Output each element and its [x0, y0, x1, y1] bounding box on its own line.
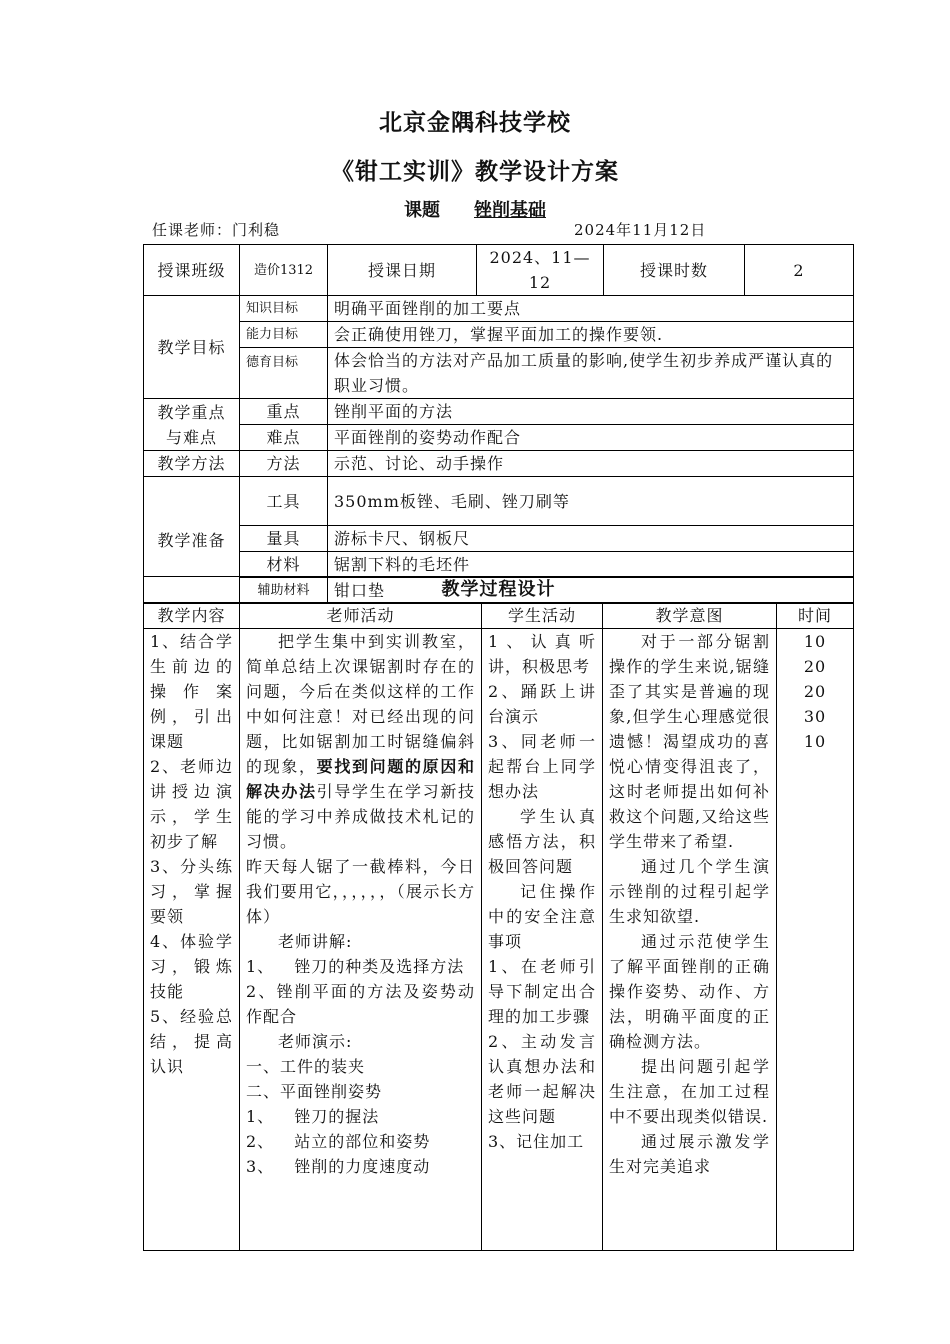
key-value: 锉削平面的方法 — [328, 399, 854, 425]
prep-label: 教学准备 — [144, 477, 240, 604]
topic-value: 锉削基础 — [474, 200, 546, 221]
student-item: 记住操作中的安全注意事项 — [488, 882, 596, 951]
teacher-list-item: 2、锉削平面的方法及姿势动作配合 — [246, 982, 475, 1026]
content-cell — [144, 629, 240, 1251]
knowledge-value: 明确平面锉削的加工要点 — [328, 296, 854, 322]
content-item: 5、经验总结，提高认识 — [150, 1007, 233, 1076]
header-intent: 教学意图 — [603, 603, 777, 629]
keypoints-label — [144, 399, 240, 451]
hours-label: 授课时数 — [604, 245, 745, 296]
teacher-list-item: 一、工件的装夹 — [246, 1057, 366, 1076]
content-item: 3、分头练习，掌握要领 — [150, 857, 233, 926]
keypoints-label-line1: 教学重点 — [157, 402, 226, 422]
teacher-cell — [240, 629, 482, 1251]
intent-item: 通过展示激发学生对完美追求 — [609, 1132, 770, 1176]
keypoints-label-line2: 与难点 — [165, 427, 217, 447]
content-item: 4、体验学习，锻炼技能 — [150, 932, 233, 1001]
list-text: 锉刀的种类及选择方法 — [294, 957, 465, 976]
teacher-text: 引导学生在学习新技能的学习中养成做技术札记的习惯。 — [246, 782, 475, 851]
goals-label: 教学目标 — [144, 296, 240, 399]
student-item: 2、主动发言认真想办法和老师一起解决这些问题 — [488, 1032, 596, 1126]
ability-value: 会正确使用锉刀，掌握平面加工的操作要领. — [328, 322, 854, 348]
student-item: 3、同老师一起帮台上同学想办法 — [488, 732, 596, 801]
intent-item: 通过示范使学生了解平面锉削的正确操作姿势、动作、方法，明确平面度的正确检测方法。 — [609, 932, 770, 1051]
moral-value: 体会恰当的方法对产品加工质量的影响,使学生初步养成严谨认真的职业习惯。 — [328, 348, 854, 399]
list-number: 2、 — [246, 1132, 275, 1151]
student-cell — [482, 629, 603, 1251]
student-item: 3、记住加工 — [488, 1132, 585, 1151]
method-sub-label: 方法 — [240, 451, 328, 477]
method-value: 示范、讨论、动手操作 — [328, 451, 854, 477]
student-item: 学生认真感悟方法，积极回答问题 — [488, 807, 596, 876]
material-value: 锯割下料的毛坯件 — [328, 552, 854, 578]
measure-label: 量具 — [240, 526, 328, 552]
tools-value: 350mm板锉、毛刷、锉刀刷等 — [328, 477, 854, 526]
difficult-value: 平面锉削的姿势动作配合 — [328, 425, 854, 451]
class-label: 授课班级 — [144, 245, 240, 296]
document-title: 《钳工实训》教学设计方案 — [331, 159, 619, 185]
tools-label: 工具 — [240, 477, 328, 526]
teacher-list-item: 二、平面锉削姿势 — [246, 1082, 383, 1101]
teacher-list-item — [246, 1154, 475, 1179]
intent-item: 对于一部分锯割操作的学生来说,锯缝歪了其实是普遍的现象,但学生心理感觉很遗憾！渴望成功的喜悦心情变得沮丧了，这时老师提出如何补救这个问题,又给这些学生带来了希望. — [609, 632, 770, 851]
ability-label: 能力目标 — [240, 322, 328, 348]
student-item: 1、认真听讲，积极思考 — [488, 632, 596, 676]
school-name: 北京金隅科技学校 — [379, 110, 571, 136]
time-value: 20 — [803, 657, 827, 676]
teacher-paragraph: 老师演示: — [278, 1032, 353, 1051]
list-text: 站立的部位和姿势 — [294, 1132, 431, 1151]
time-value: 20 — [803, 682, 827, 701]
process-title: 教学过程设计 — [144, 577, 854, 603]
date-value: 2024、11—12 — [477, 245, 604, 296]
difficult-label: 难点 — [240, 425, 328, 451]
list-number: 3、 — [246, 1157, 275, 1176]
time-value: 30 — [803, 707, 827, 726]
method-label: 教学方法 — [144, 451, 240, 477]
info-table — [143, 244, 854, 604]
key-label: 重点 — [240, 399, 328, 425]
intent-cell — [603, 629, 777, 1251]
hours-value: 2 — [745, 245, 854, 296]
header-time: 时间 — [777, 603, 854, 629]
aux-value: 钳口垫 — [328, 578, 854, 604]
knowledge-label: 知识目标 — [240, 296, 328, 322]
content-item: 2、老师边讲授边演示，学生初步了解 — [150, 757, 233, 851]
teacher-text: 把学生集中到实训教室，简单总结上次课锯割时存在的问题，今后在类似这样的工作中如何注意！对已经出现的问题，比如锯割加工时锯缝偏斜的现象， — [246, 632, 475, 776]
teacher-paragraph — [246, 629, 475, 854]
time-value: 10 — [803, 632, 827, 651]
content-item: 1、结合学生前边的操作案例，引出课题 — [150, 632, 233, 751]
process-table — [143, 576, 854, 1251]
student-item: 1、在老师引导下制定出合理的加工步骤 — [488, 957, 596, 1026]
teacher-bold-text: 要找到问题的原因和解决办法 — [246, 757, 475, 801]
time-cell — [777, 629, 854, 1251]
class-value: 造价1312 — [240, 245, 328, 296]
date-label: 授课日期 — [328, 245, 477, 296]
topic-line — [0, 196, 950, 222]
intent-item: 通过几个学生演示锉削的过程引起学生求知欲望. — [609, 857, 770, 926]
measure-value: 游标卡尺、钢板尺 — [328, 526, 854, 552]
header-student: 学生活动 — [482, 603, 603, 629]
teacher-list-item — [246, 1104, 475, 1129]
list-number: 1、 — [246, 1107, 275, 1126]
teacher-paragraph: 老师讲解: — [278, 932, 353, 951]
aux-label: 辅助材料 — [240, 578, 328, 604]
teacher-list-item — [246, 1129, 475, 1154]
teacher-name: 任课老师：门利稳 — [152, 221, 281, 239]
list-text: 锉刀的握法 — [294, 1107, 380, 1126]
teacher-paragraph: 昨天每人锯了一截棒料，今日我们要用它，，，，，，（展示长方体） — [246, 857, 475, 926]
time-value: 10 — [803, 732, 827, 751]
intent-item: 提出问题引起学生注意，在加工过程中不要出现类似错误. — [609, 1057, 770, 1126]
teacher-list-item — [246, 954, 475, 979]
moral-label: 德育目标 — [240, 348, 328, 399]
lesson-date: 2024年11月12日 — [574, 221, 707, 239]
list-number: 1、 — [246, 957, 275, 976]
list-text: 锉削的力度速度动 — [294, 1157, 431, 1176]
material-label: 材料 — [240, 552, 328, 578]
student-item: 2、踊跃上讲台演示 — [488, 682, 596, 726]
header-content: 教学内容 — [144, 603, 240, 629]
header-teacher: 老师活动 — [240, 603, 482, 629]
topic-label: 课题 — [404, 200, 440, 221]
